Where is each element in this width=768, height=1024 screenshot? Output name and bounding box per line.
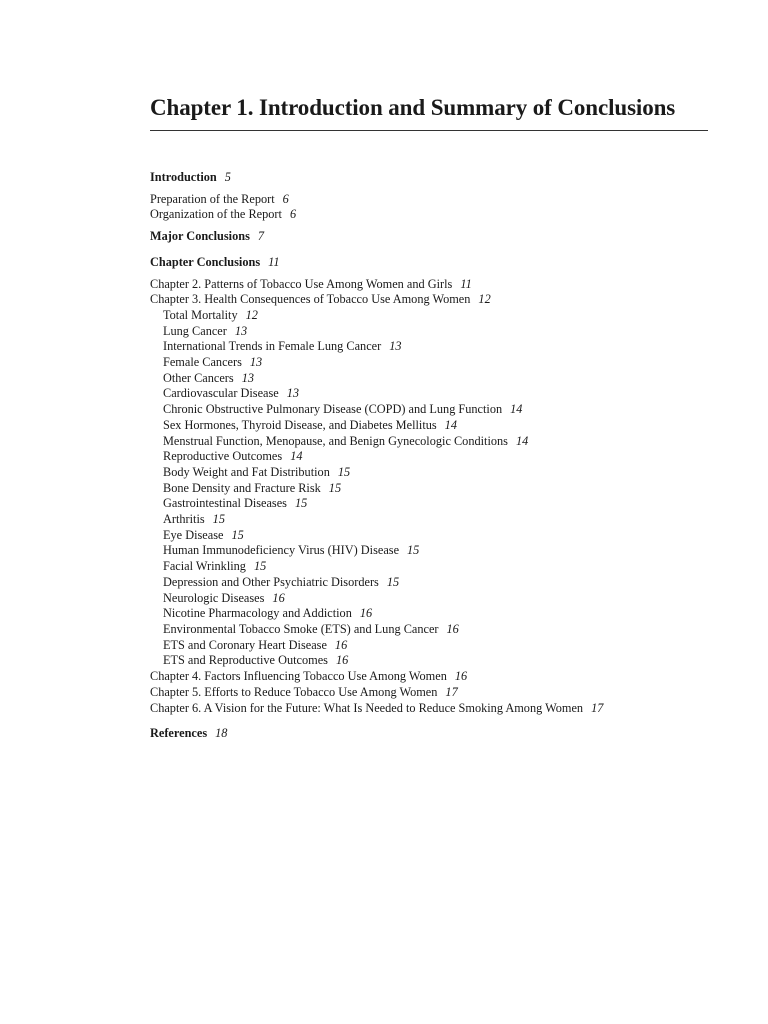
toc-page-number: 13 <box>286 386 300 401</box>
toc-entry <box>150 324 710 340</box>
toc-section-chapter-conclusions <box>150 255 710 271</box>
toc-page-number: 15 <box>294 496 308 511</box>
toc-entry-chapter-2 <box>150 277 710 293</box>
toc-page-number: 15 <box>253 559 267 574</box>
toc-entry-label: Menstrual Function, Menopause, and Benign Gynecologic Conditions <box>163 433 508 448</box>
toc-page-number: 11 <box>460 276 472 291</box>
toc-entry-label: Gastrointestinal Diseases <box>163 496 287 511</box>
toc-entry <box>150 591 710 607</box>
toc-entry <box>150 512 710 528</box>
toc-entry-chapter-5 <box>150 685 710 701</box>
toc-entry <box>150 449 710 465</box>
toc-entry-label: Chapter 2. Patterns of Tobacco Use Among Women and Girls <box>150 276 453 291</box>
toc-entry-label: Human Immunodeficiency Virus (HIV) Disease <box>163 543 400 558</box>
toc-entry-label: Reproductive Outcomes <box>163 449 283 464</box>
toc-entry-label: Other Cancers <box>163 370 234 385</box>
toc-entry <box>150 355 710 371</box>
toc-entry <box>150 575 710 591</box>
toc-page-number: 13 <box>249 355 263 370</box>
toc-page-number: 14 <box>515 433 529 448</box>
toc-entry <box>150 528 710 544</box>
toc-entry-label: Chapter 6. A Vision for the Future: What Is Needed to Reduce Smoking Among Women <box>150 700 584 715</box>
toc-entry <box>150 481 710 497</box>
toc-entry-label: Sex Hormones, Thyroid Disease, and Diabetes Mellitus <box>163 417 437 432</box>
toc-entry <box>150 622 710 638</box>
toc-entry-label: Body Weight and Fat Distribution <box>163 464 330 479</box>
toc-page-number: 13 <box>241 370 254 385</box>
toc-entry-label: Depression and Other Psychiatric Disorders <box>163 574 379 589</box>
toc-page-number: 16 <box>334 637 348 652</box>
toc-entry-label: Preparation of the Report <box>150 191 275 206</box>
toc-page-number: 14 <box>290 449 303 464</box>
toc-page-number: 12 <box>245 307 258 322</box>
toc-entry <box>150 653 710 669</box>
toc-page-number: 16 <box>335 653 349 668</box>
toc-entry-label: Chapter 5. Efforts to Reduce Tobacco Use Among Women <box>150 684 438 699</box>
toc-entry <box>150 543 710 559</box>
toc-entry <box>150 207 710 223</box>
toc-section-label: Introduction <box>150 170 217 184</box>
toc-section-label: Major Conclusions <box>150 229 250 244</box>
toc-entry-label: ETS and Coronary Heart Disease <box>163 637 327 652</box>
toc-entry-label: Arthritis <box>163 512 205 527</box>
toc-page-number: 16 <box>454 669 468 684</box>
toc-page-number: 14 <box>510 402 523 417</box>
toc-entry <box>150 386 710 402</box>
toc-entry-label: ETS and Reproductive Outcomes <box>163 653 328 668</box>
toc-entry <box>150 559 710 575</box>
toc-page-number: 14 <box>444 417 457 432</box>
toc-entry <box>150 192 710 208</box>
table-of-contents <box>150 170 710 742</box>
toc-entry-label: International Trends in Female Lung Cancer <box>163 339 382 354</box>
toc-entry-chapter-6 <box>150 701 710 717</box>
toc-section-introduction <box>150 170 710 186</box>
toc-entry-chapter-4 <box>150 669 710 685</box>
toc-entry-label: Facial Wrinkling <box>163 559 246 574</box>
toc-entry-label: Total Mortality <box>163 307 238 322</box>
toc-entry <box>150 638 710 654</box>
toc-page-number: 11 <box>268 254 280 269</box>
toc-entry <box>150 496 710 512</box>
toc-entry-label: Bone Density and Fracture Risk <box>163 480 321 495</box>
toc-entry-label: Nicotine Pharmacology and Addiction <box>163 606 352 621</box>
toc-entry-label: Lung Cancer <box>163 323 227 338</box>
toc-page-number: 15 <box>386 574 400 589</box>
chapter-title: Chapter 1. Introduction and Summary of Conclusions <box>150 95 676 120</box>
toc-entry <box>150 308 710 324</box>
toc-entry <box>150 339 710 355</box>
toc-page-number: 15 <box>407 543 420 558</box>
toc-page-number: 5 <box>224 170 231 184</box>
toc-page-number: 6 <box>282 191 289 206</box>
chapter3-items <box>150 308 710 669</box>
title-rule <box>150 130 708 131</box>
toc-entry <box>150 465 710 481</box>
toc-entry-label: Organization of the Report <box>150 207 282 222</box>
toc-entry-label: Environmental Tobacco Smoke (ETS) and Lung Cancer <box>163 621 439 636</box>
toc-page-number: 17 <box>445 684 458 699</box>
toc-entry-label: Cardiovascular Disease <box>163 386 279 401</box>
toc-entry <box>150 371 710 387</box>
toc-entry <box>150 402 710 418</box>
toc-page-number: 16 <box>272 590 285 605</box>
intro-items <box>150 192 710 223</box>
toc-section-label: References <box>150 726 208 741</box>
toc-page-number: 7 <box>257 229 265 244</box>
toc-section-label: Chapter Conclusions <box>150 254 261 269</box>
toc-section-major-conclusions <box>150 229 710 245</box>
toc-page-number: 15 <box>212 512 225 527</box>
toc-entry-label: Eye Disease <box>163 527 224 542</box>
toc-entry <box>150 606 710 622</box>
toc-entry-label: Chronic Obstructive Pulmonary Disease (COPD) and Lung Function <box>163 402 503 417</box>
toc-entry-label: Neurologic Diseases <box>163 590 265 605</box>
toc-page-number: 15 <box>328 480 342 495</box>
toc-page-number: 15 <box>231 527 244 542</box>
toc-page-number: 12 <box>478 292 491 307</box>
toc-entry-label: Chapter 3. Health Consequences of Tobacco Use Among Women <box>150 292 471 307</box>
toc-page-number: 17 <box>591 700 604 715</box>
toc-entry-label: Chapter 4. Factors Influencing Tobacco Use Among Women <box>150 669 447 684</box>
toc-page-number: 6 <box>289 207 297 222</box>
toc-entry-label: Female Cancers <box>163 355 242 370</box>
toc-entry <box>150 434 710 450</box>
toc-section-references <box>150 726 710 742</box>
toc-page-number: 13 <box>234 323 248 338</box>
toc-entry <box>150 418 710 434</box>
toc-page-number: 13 <box>389 339 402 354</box>
toc-page-number: 16 <box>359 606 373 621</box>
toc-entry-chapter-3 <box>150 292 710 308</box>
toc-page-number: 16 <box>446 621 459 636</box>
toc-page-number: 15 <box>337 464 351 479</box>
toc-page-number: 18 <box>215 726 228 741</box>
